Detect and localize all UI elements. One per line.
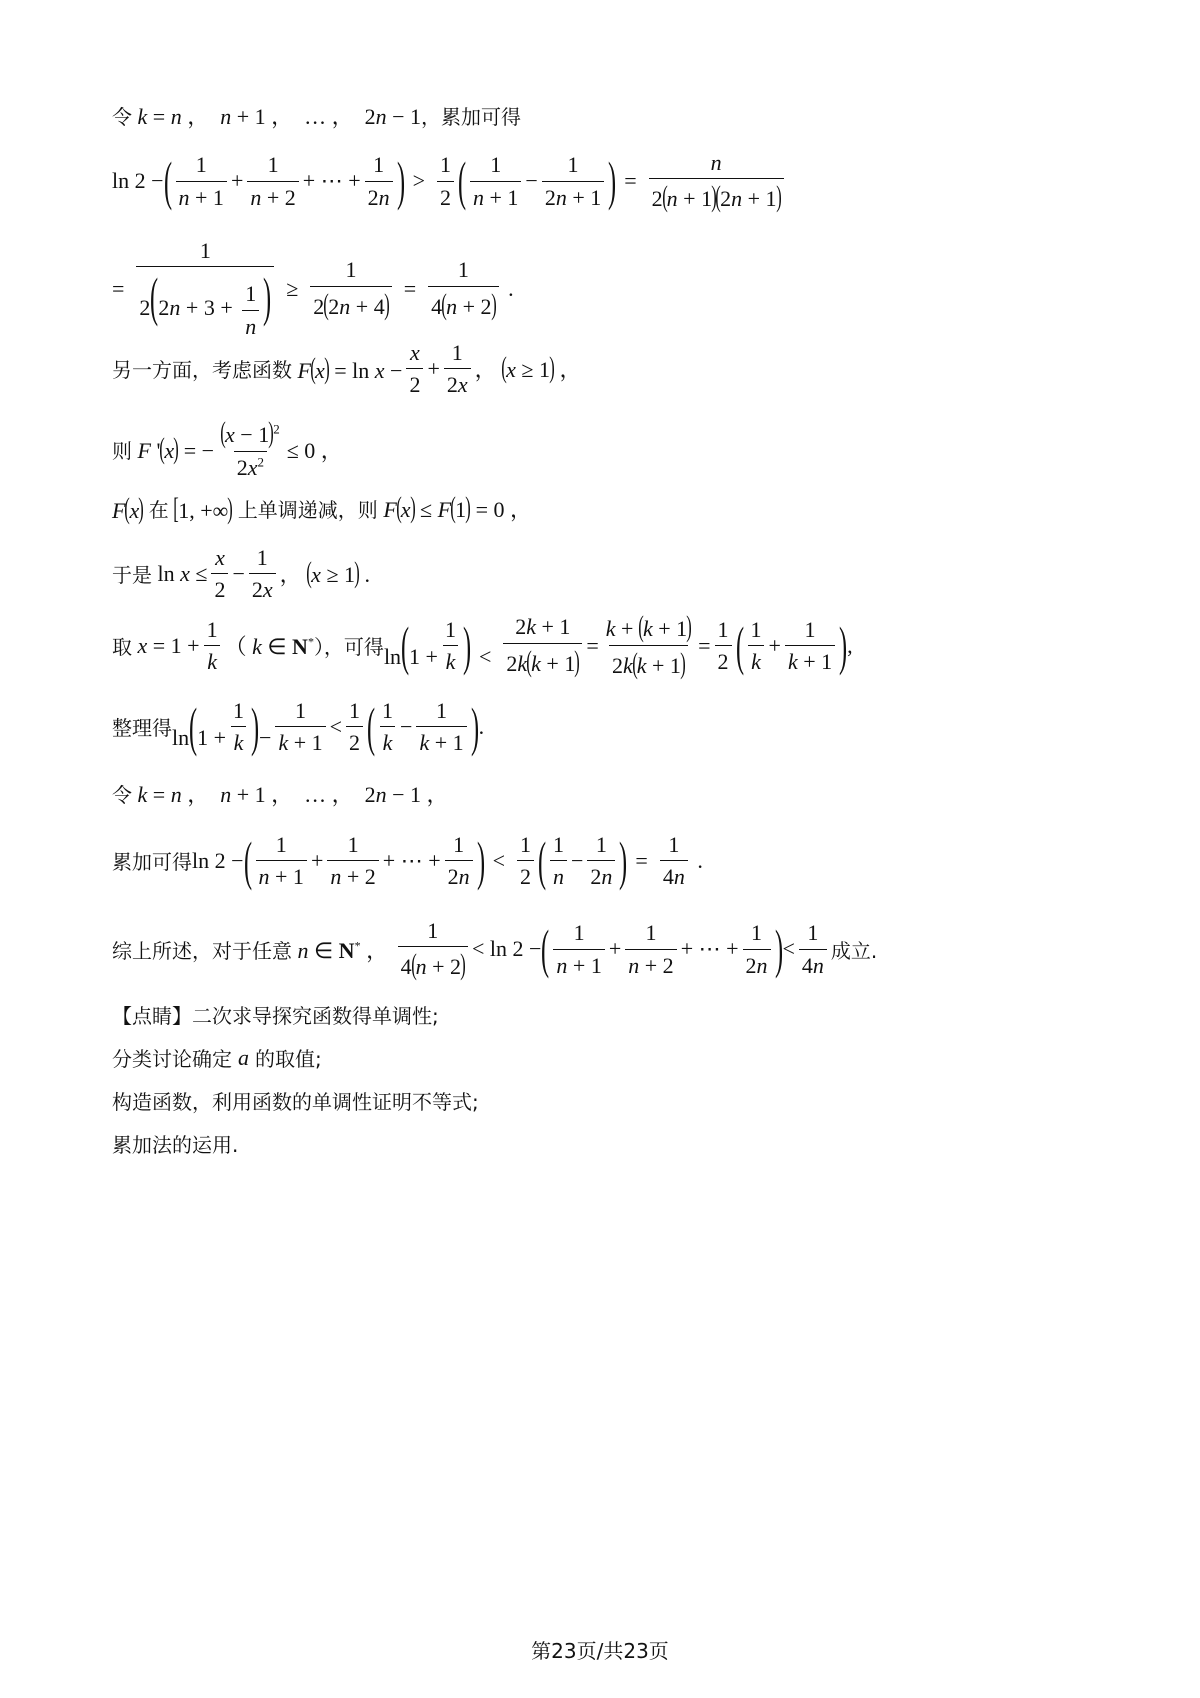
line-sum-upper: 累加可得 ln 2 − ( $\frac{1}{n + 1}$ + $\frac{1}{n + 2}$ + ⋯ + $\frac{1}{2n}$ ) < $\frac{1}{2}$ ( $\frac{1}{n}$ − $\frac{1}{2n}$ ) = $\frac{1}{4n}$ . [112, 830, 703, 891]
line-monotone: F(x) 在 [1, +∞) 上单调递减，则 F(x) ≤ F(1) = 0 ， [112, 491, 532, 525]
note-1: 【点睛】二次求导探究函数得单调性; [112, 1004, 439, 1028]
line-k-values-2: 令 k = n ， n + 1 ， … ， 2n − 1 ， [112, 782, 449, 807]
line-substitute: 取 x = 1 + $\frac{1}{k}$ （ k ∈ N* ），可得 ln(1 + $\frac{1}{k}$ ) < $\frac{2k + 1}{2k(k + 1)}$ = $\frac{k + (k + 1)}{2k(k + 1)}$ = $\frac{1}{2}$ ( $\frac{1}{k}$ + $\frac{1}{k + 1}$ ) , [112, 610, 853, 680]
math-k-values: k = n ， n + 1 ， … ， 2n − 1 [137, 104, 422, 129]
note-3: 构造函数，利用函数的单调性证明不等式; [112, 1090, 479, 1114]
note-4: 累加法的运用. [112, 1133, 239, 1157]
line-ln-inequality: 于是 ln x ≤ $\frac{x}{2}$ − $\frac{1}{2x}$ ， (x ≥ 1) . [112, 545, 371, 603]
equation-sum-lower: ln 2 − ( $\frac{1}{n + 1}$ + $\frac{1}{n + 2}$ + ⋯ + $\frac{1}{2n}$ ) > $\frac{1}{2}$ ( $\frac{1}{n + 1}$ − $\frac{1}{2n + 1}$ ) = $\frac{n}{2(n + 1)(2n + 1)}$ [112, 150, 788, 212]
line-conclusion: 综上所述，对于任意 n ∈ N* ， $\frac{1}{4(n + 2)}$ < ln 2 − ( $\frac{1}{n + 1}$ + $\frac{1}{n + 2}$ + ⋯ + $\frac{1}{2n}$ ) < $\frac{1}{4n}$ 成立. [112, 918, 878, 982]
line-rearranged: 整理得 ln(1 + $\frac{1}{k}$ )− $\frac{1}{k + 1}$ < $\frac{1}{2}$ ( $\frac{1}{k}$ − $\frac{1}{k + 1}$ ) . [112, 696, 485, 757]
line-1: 令 k = n ， n + 1 ， … ， 2n − 1 ，累加可得 [112, 100, 521, 131]
note-2: 分类讨论确定 a 的取值; [112, 1044, 322, 1071]
line-derivative: 则 F '(x) = − $\frac{(x - 1)^2}{2x^2}$ ≤ 0 ， [112, 416, 343, 480]
line-consider-function: 另一方面，考虑函数 F(x) = ln x − $\frac{x}{2}$ + $\frac{1}{2x}$ ， (x ≥ 1) ， [112, 340, 582, 398]
equation-lower-bound: = 1 2(2n + 3 + $\frac{1}{n}$ ) ≥ $\frac{1}{2(2n + 4)}$ = $\frac{1}{4(n + 2)}$ . [112, 238, 514, 339]
page-footer: 第23页/共23页 [531, 1639, 669, 1663]
